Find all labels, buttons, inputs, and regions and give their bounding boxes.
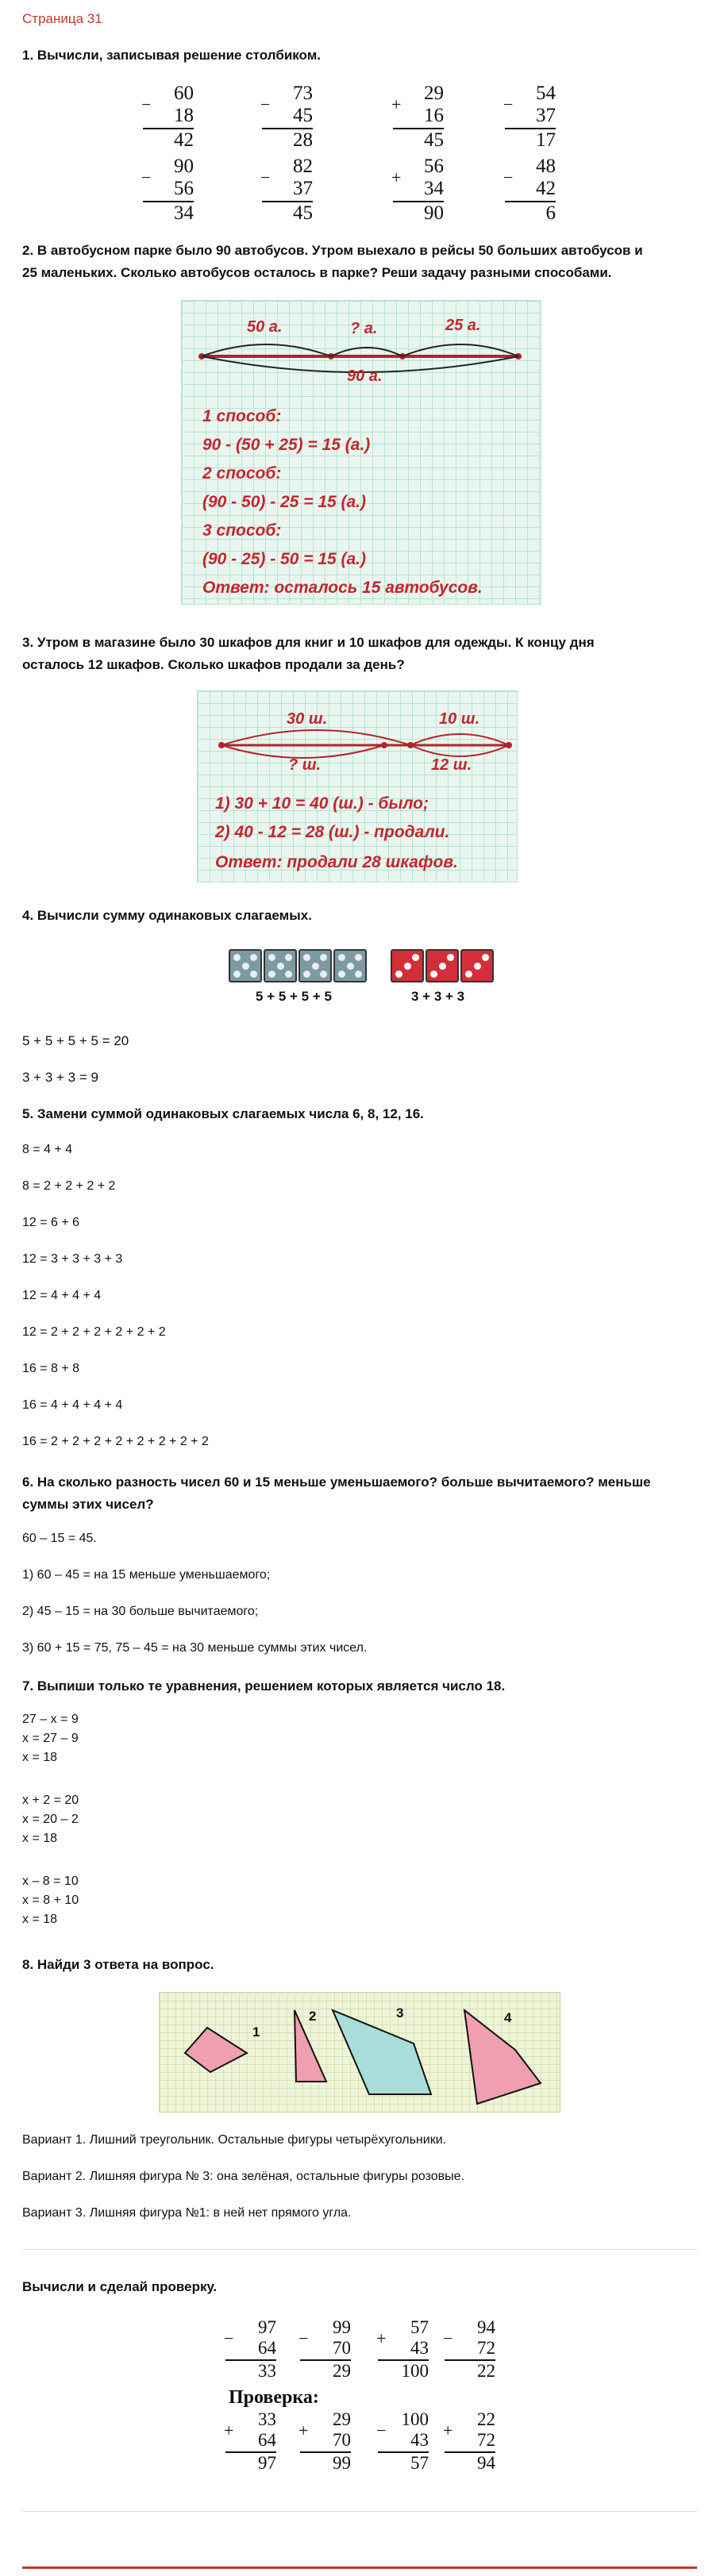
column-calculation: [300, 2409, 351, 2474]
die-pip: [303, 954, 310, 961]
task3-grid-picture: [197, 690, 518, 882]
second-operand: 18: [174, 105, 194, 126]
task6-answer-line: 60 – 15 = 45.: [22, 1532, 97, 1545]
operation-sign: +: [391, 94, 402, 114]
result: 90: [424, 202, 444, 224]
second-operand: 70: [333, 2430, 351, 2450]
first-operand: 29: [333, 2409, 351, 2429]
second-operand: 42: [536, 178, 556, 199]
column-calculation: [143, 156, 194, 225]
task2-solution-line: 90 - (50 + 25) = 15 (а.): [202, 436, 371, 454]
result: 45: [293, 202, 313, 224]
result: 33: [258, 2361, 276, 2381]
task6-answer-line: 3) 60 + 15 = 75, 75 – 45 = на 30 меньше суммы этих чисел.: [22, 1641, 368, 1655]
task6-answer-line: 1) 60 – 45 = на 15 меньше уменьшаемого;: [22, 1568, 271, 1582]
column-calculation: [505, 156, 556, 225]
second-operand: 43: [410, 2430, 429, 2450]
operation-sign: +: [224, 2420, 234, 2440]
task3-label-unknown: ? ш.: [288, 756, 322, 774]
page-title: Страница 31: [22, 11, 102, 26]
second-operand: 37: [293, 178, 313, 199]
die-pip: [355, 971, 362, 978]
column-calculation: [262, 83, 313, 152]
task5-answer-line: 16 = 4 + 4 + 4 + 4: [22, 1398, 123, 1412]
operation-sign: +: [298, 2420, 309, 2440]
die-pip: [347, 963, 354, 970]
result: 22: [477, 2361, 495, 2381]
die-pip: [474, 963, 481, 970]
operation-sign: −: [443, 2328, 453, 2348]
die-pip: [320, 971, 327, 978]
task2-label-unknown: ? а.: [350, 320, 378, 337]
column-calculation: [378, 2409, 429, 2474]
task7-equation-line: x = 18: [22, 1913, 58, 1926]
shape-number-1: 1: [252, 2024, 260, 2040]
operation-sign: −: [376, 2420, 387, 2440]
result: 42: [174, 129, 194, 151]
result: 94: [477, 2453, 495, 2473]
result: 45: [424, 129, 444, 151]
task2-label-total: 90 а.: [347, 367, 383, 385]
task4-question: 4. Вычисли сумму одинаковых слагаемых.: [22, 908, 312, 923]
operation-sign: −: [224, 2328, 234, 2348]
task5-answer-line: 16 = 2 + 2 + 2 + 2 + 2 + 2 + 2 + 2: [22, 1435, 209, 1448]
column-calculation: [393, 156, 444, 225]
result: 6: [545, 202, 556, 224]
first-operand: 97: [258, 2317, 276, 2337]
die-pip: [404, 963, 411, 970]
column-calculation: [445, 2317, 495, 2382]
first-operand: 57: [410, 2317, 429, 2337]
result: 34: [174, 202, 194, 224]
die-pip: [439, 963, 446, 970]
task1-question: 1. Вычисли, записывая решение столбиком.: [22, 48, 322, 63]
task5-answer-line: 12 = 2 + 2 + 2 + 2 + 2 + 2: [22, 1325, 166, 1339]
task7-equation-line: x = 27 – 9: [22, 1732, 79, 1745]
task8-answer-line: Вариант 1. Лишний треугольник. Остальные фигуры четырёхугольники.: [22, 2133, 447, 2147]
task5-answer-line: 12 = 6 + 6: [22, 1216, 80, 1229]
second-operand: 45: [293, 105, 313, 126]
task2-question-line1: 2. В автобусном парке было 90 автобусов. Утром выехало в рейсы 50 больших автобусов и: [22, 243, 643, 258]
column-calculation: [505, 83, 556, 152]
die-pip: [285, 971, 292, 978]
die-pip: [465, 971, 472, 978]
first-operand: 48: [536, 156, 556, 177]
die-pip: [242, 963, 249, 970]
die-pip: [250, 954, 257, 961]
result: 29: [333, 2361, 351, 2381]
die: [460, 949, 494, 982]
task4-caption-fives: 5 + 5 + 5 + 5: [256, 989, 332, 1004]
die: [264, 949, 297, 982]
task3-label-30: 30 ш.: [287, 710, 328, 728]
task6-answer-line: 2) 45 – 15 = на 30 больше вычитаемого;: [22, 1605, 259, 1618]
result: 100: [401, 2361, 429, 2381]
die-pip: [277, 963, 284, 970]
operation-sign: −: [260, 94, 271, 114]
die-pip: [250, 971, 257, 978]
task4-answer-2: 3 + 3 + 3 = 9: [22, 1070, 98, 1085]
first-operand: 29: [424, 83, 444, 104]
second-operand: 34: [424, 178, 444, 199]
second-operand: 56: [174, 178, 194, 199]
task9-question: Вычисли и сделай проверку.: [22, 2279, 218, 2294]
task4-caption-threes: 3 + 3 + 3: [411, 989, 465, 1004]
task3-label-10: 10 ш.: [439, 710, 480, 728]
task3-question-line2: осталось 12 шкафов. Сколько шкафов продали за день?: [22, 657, 405, 672]
result: 28: [293, 129, 313, 151]
task7-equation-line: 27 – x = 9: [22, 1713, 79, 1726]
operation-sign: −: [503, 94, 514, 114]
column-calculation: [262, 156, 313, 225]
die: [298, 949, 332, 982]
task8-answer-line: Вариант 2. Лишняя фигура № 3: она зелёная, остальные фигуры розовые.: [22, 2170, 465, 2183]
first-operand: 99: [333, 2317, 351, 2337]
shape-number-3: 3: [396, 2005, 404, 2020]
first-operand: 22: [477, 2409, 495, 2429]
task7-equation-line: x = 18: [22, 1751, 58, 1764]
second-operand: 72: [477, 2430, 495, 2450]
die: [426, 949, 459, 982]
task5-answer-line: 12 = 3 + 3 + 3 + 3: [22, 1252, 123, 1266]
first-operand: 60: [174, 83, 194, 104]
die-pip: [312, 963, 319, 970]
task3-question-line1: 3. Утром в магазине было 30 шкафов для книг и 10 шкафов для одежды. К концу дня: [22, 635, 595, 650]
first-operand: 100: [401, 2409, 429, 2429]
operation-sign: −: [503, 167, 514, 187]
result: 97: [258, 2453, 276, 2473]
task3-solution-line: Ответ: продали 28 шкафов.: [215, 853, 458, 871]
task7-equation-line: x = 18: [22, 1832, 58, 1845]
task8-question: 8. Найди 3 ответа на вопрос.: [22, 1957, 214, 1972]
operation-sign: +: [376, 2328, 387, 2348]
task3-label-12: 12 ш.: [431, 756, 472, 774]
second-operand: 64: [258, 2338, 276, 2358]
divider-bottom: [22, 2511, 697, 2512]
shape-number-2: 2: [309, 2009, 317, 2024]
task2-label-50: 50 а.: [247, 318, 283, 336]
die-pip: [303, 971, 310, 978]
column-calculation: [378, 2317, 429, 2382]
task6-question-line1: 6. На сколько разность чисел 60 и 15 меньше уменьшаемого? больше вычитаемого? меньше: [22, 1474, 651, 1490]
first-operand: 82: [293, 156, 313, 177]
column-calculation: [225, 2317, 276, 2382]
die-pip: [233, 971, 241, 978]
second-operand: 16: [424, 105, 444, 126]
die: [333, 949, 367, 982]
task3-solution-line: 2) 40 - 12 = 28 (ш.) - продали.: [215, 823, 450, 841]
result: 57: [410, 2453, 429, 2473]
first-operand: 73: [293, 83, 313, 104]
die-pip: [338, 971, 345, 978]
task6-question-line2: суммы этих чисел?: [22, 1497, 154, 1512]
die-pip: [412, 954, 419, 961]
first-operand: 33: [258, 2409, 276, 2429]
second-operand: 70: [333, 2338, 351, 2358]
column-calculation: [393, 83, 444, 152]
task5-question: 5. Замени суммой одинаковых слагаемых числа 6, 8, 12, 16.: [22, 1106, 424, 1121]
operation-sign: −: [260, 167, 271, 187]
die-pip: [447, 954, 454, 961]
task2-grid-picture: [181, 300, 541, 605]
column-calculation: [445, 2409, 495, 2474]
die-pip: [268, 971, 275, 978]
die-pip: [338, 954, 345, 961]
die-pip: [355, 954, 362, 961]
shape-number-4: 4: [504, 2010, 512, 2025]
task2-label-25: 25 а.: [445, 317, 481, 334]
operation-sign: −: [141, 167, 152, 187]
die: [229, 949, 262, 982]
second-operand: 64: [258, 2430, 276, 2450]
task3-solution-line: 1) 30 + 10 = 40 (ш.) - было;: [215, 794, 429, 813]
operation-sign: +: [391, 167, 402, 187]
die-pip: [268, 954, 275, 961]
task9-check-label: Проверка:: [229, 2387, 319, 2408]
task2-solution-line: (90 - 25) - 50 = 15 (а.): [202, 550, 367, 568]
task5-answer-line: 12 = 4 + 4 + 4: [22, 1289, 102, 1302]
result: 17: [536, 129, 556, 151]
task2-solution-line: 3 способ:: [202, 521, 282, 540]
task5-answer-line: 16 = 8 + 8: [22, 1362, 80, 1375]
die-pip: [430, 971, 437, 978]
task7-equation-line: x – 8 = 10: [22, 1874, 79, 1888]
die: [391, 949, 424, 982]
first-operand: 56: [424, 156, 444, 177]
operation-sign: +: [443, 2420, 453, 2440]
operation-sign: −: [141, 94, 152, 114]
task2-solution-line: 2 способ:: [202, 464, 282, 483]
task8-shapes: [160, 1993, 560, 2112]
die-pip: [320, 954, 327, 961]
task5-answer-line: 8 = 4 + 4: [22, 1143, 73, 1156]
task5-answer-line: 8 = 2 + 2 + 2 + 2: [22, 1179, 116, 1193]
task2-question-line2: 25 маленьких. Сколько автобусов осталось в парке? Реши задачу разными способами.: [22, 265, 612, 280]
first-operand: 94: [477, 2317, 495, 2337]
task8-shapes-picture: [159, 1992, 560, 2113]
task7-equation-line: x = 20 – 2: [22, 1813, 79, 1826]
column-calculation: [225, 2409, 276, 2474]
task2-solution-line: 1 способ:: [202, 407, 282, 425]
task2-solution-line: Ответ: осталось 15 автобусов.: [202, 579, 483, 597]
task7-equation-line: x + 2 = 20: [22, 1794, 79, 1807]
column-calculation: [300, 2317, 351, 2382]
second-operand: 72: [477, 2338, 495, 2358]
operation-sign: −: [298, 2328, 309, 2348]
die-pip: [233, 954, 241, 961]
divider: [22, 2249, 697, 2250]
task7-equation-line: x = 8 + 10: [22, 1894, 79, 1907]
first-operand: 54: [536, 83, 556, 104]
die-pip: [395, 971, 402, 978]
result: 99: [333, 2453, 351, 2473]
task4-answer-1: 5 + 5 + 5 + 5 = 20: [22, 1033, 129, 1048]
footer-bar: [22, 2566, 697, 2569]
task2-solution-line: (90 - 50) - 25 = 15 (а.): [202, 493, 367, 511]
die-pip: [285, 954, 292, 961]
column-calculation: [143, 83, 194, 152]
die-pip: [482, 954, 489, 961]
first-operand: 90: [174, 156, 194, 177]
task7-question: 7. Выпиши только те уравнения, решением которых является число 18.: [22, 1678, 506, 1694]
task8-answer-line: Вариант 3. Лишняя фигура №1: в ней нет прямого угла.: [22, 2206, 352, 2220]
second-operand: 37: [536, 105, 556, 126]
second-operand: 43: [410, 2338, 429, 2358]
